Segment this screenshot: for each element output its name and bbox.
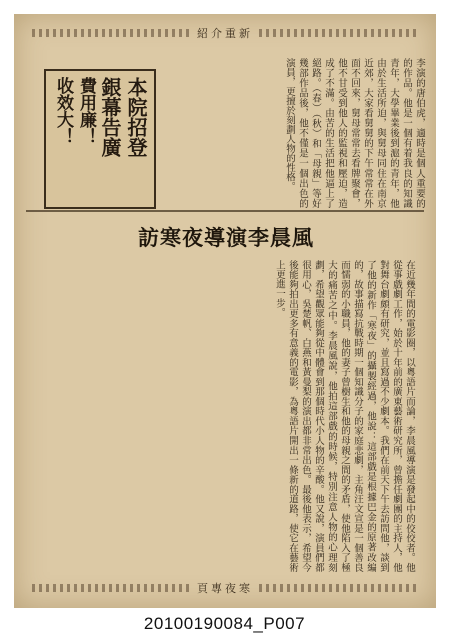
advertisement-box (44, 69, 156, 209)
footer-band-title: 頁專夜寒 (197, 582, 253, 595)
section-divider (26, 210, 424, 212)
ad-line-1: 本院招登 (124, 77, 148, 157)
ad-line-3: 收效大！ (53, 77, 73, 145)
footer-band (26, 581, 424, 595)
ad-line-4: 費用廉！ (76, 77, 96, 145)
article-body: 在近幾年間的電影圈，以粵語片而論，李晨風導演是發起中的佼佼者。他從事戲劇工作，始於十年前的廣東藝術研究所，曾擔任劇團的主持人，他對舞台劇頗有研究，並且寫過不少劇本。我們在前天下午去訪問他，談到了他的新作「寒夜」的攝製經過，他說：這部戲是根據巴金的原著改編的，故事描寫抗戰時期一個知識分子的家庭悲劇，主角汪文宣是一個善良而懦弱的小職員，他的妻子曾樹生和他的母親之間的矛盾，使他陷入了極大的痛苦之中。李晨風說，他拍這部戲的時候，特別注意人物的心理刻劃，希望觀眾能夠從中體會到那個時代小人物的辛酸。他又說，演員們都很用心，吳楚帆、白燕和黃曼梨的演出都非常出色。最後他表示，希望今後能夠拍出更多有意義的電影，為粵語片開出一條新的道路，使它在藝術上更進一步。 (274, 260, 415, 572)
header-band-title: 紹介重新 (197, 27, 253, 40)
archive-caption: 20100190084_P007 (143, 614, 306, 633)
article-headline: 訪寒夜導演李晨風 (138, 225, 314, 250)
intro-paragraph: 李演的唐伯虎，適時是個人重要的的作品。他是一個有着我良的知識青年，大學畢業後到滬的青年，他由於生活所迫，與舅母同住在南京近郊，大家看舅舅的下午常常在外面不回來，舅母常常去看牌聚會，他不甘受到他人的監視和壓迫，造成了不滿。由苦的生活把他逼上了絕路。（春）（秋）和「母親」等好幾部作品後，他不僅是一個出色的演員，更擅於刻劃人物的性格。 (284, 58, 425, 208)
ad-line-2: 銀幕告廣 (98, 77, 122, 157)
document-page (14, 14, 436, 608)
header-band (26, 26, 424, 40)
